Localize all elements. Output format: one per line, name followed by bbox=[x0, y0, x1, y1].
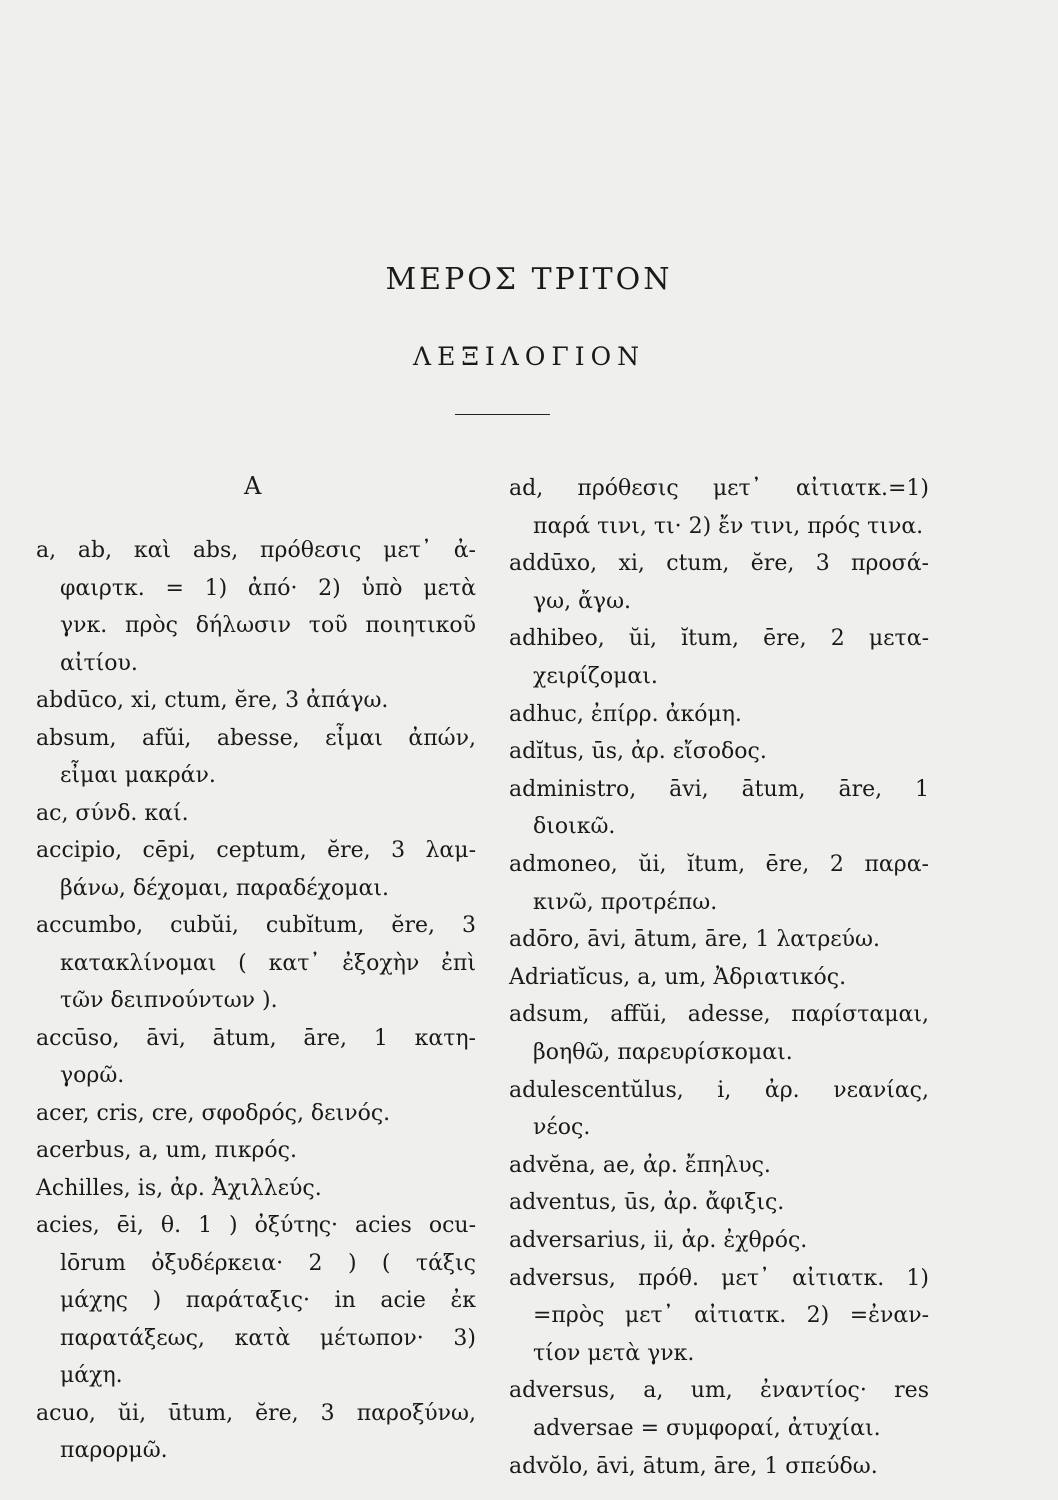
entry-headword-line: adversarius, ii, ἀρ. ἐχθρός. bbox=[509, 1228, 808, 1253]
dictionary-entry bbox=[36, 1395, 476, 1470]
entry-continuation-line: αἰτίου. bbox=[60, 650, 138, 676]
dictionary-entry bbox=[509, 1072, 929, 1147]
entry-continuation-line: γορῶ. bbox=[60, 1063, 125, 1088]
entry-continuation-line: νέος. bbox=[533, 1115, 591, 1141]
title-divider bbox=[455, 414, 550, 415]
entry-headword-line: administro, āvi, ātum, āre, 1 bbox=[509, 776, 929, 802]
dictionary-entry bbox=[509, 1222, 929, 1260]
entry-continuation-line: βοηθῶ, παρευρίσκομαι. bbox=[533, 1039, 793, 1065]
dictionary-entry bbox=[36, 795, 476, 833]
entry-headword-line: ac, σύνδ. καί. bbox=[36, 800, 189, 826]
dictionary-entry bbox=[509, 1184, 929, 1222]
entry-continuation-line: διοικῶ. bbox=[533, 814, 616, 840]
section-letter: A bbox=[244, 472, 262, 500]
entry-headword-line: acer, cris, cre, σφοδρός, δεινός. bbox=[36, 1100, 391, 1126]
entry-continuation-line: γω, ἄγω. bbox=[533, 588, 632, 614]
dictionary-entry bbox=[36, 1020, 476, 1095]
entry-headword-line: acuo, ŭi, ūtum, ĕre, 3 παροξύνω, bbox=[36, 1400, 476, 1426]
dictionary-entry bbox=[36, 682, 476, 720]
entry-continuation-line: βάνω, δέχομαι, παραδέχομαι. bbox=[60, 875, 389, 901]
dictionary-entry bbox=[36, 1095, 476, 1133]
entry-headword-line: advŏlo, āvi, ātum, āre, 1 σπεύδω. bbox=[509, 1453, 878, 1479]
entry-continuation-line: παρορμῶ. bbox=[60, 1438, 168, 1463]
dictionary-entry bbox=[36, 832, 476, 907]
part-title: ΜΕΡΟΣ ΤΡΙΤΟΝ bbox=[385, 262, 673, 297]
dictionary-entry bbox=[509, 771, 929, 846]
dictionary-entry bbox=[36, 720, 476, 795]
entry-continuation-line: μάχης ) παράταξις· in acie ἐκ bbox=[60, 1288, 476, 1313]
dictionary-entry bbox=[509, 1372, 929, 1447]
entry-headword-line: accūso, āvi, ātum, āre, 1 κατη- bbox=[36, 1025, 476, 1051]
dictionary-entry bbox=[509, 959, 929, 997]
entry-headword-line: adōro, āvi, ātum, āre, 1 λατρεύω. bbox=[509, 927, 880, 953]
entry-headword-line: admoneo, ŭi, ĭtum, ēre, 2 παρα- bbox=[509, 852, 929, 877]
entry-continuation-line: παρατάξεως, κατὰ μέτωπον· 3) bbox=[60, 1325, 476, 1351]
entry-headword-line: adversus, a, um, ἐναντίος· res bbox=[509, 1378, 929, 1404]
dictionary-entry bbox=[36, 1132, 476, 1170]
dictionary-entry bbox=[509, 921, 929, 959]
entry-continuation-line: κατακλίνομαι ( κατ᾽ ἐξοχὴν ἐπὶ bbox=[60, 950, 476, 976]
entry-headword-line: accumbo, cubŭi, cubĭtum, ĕre, 3 bbox=[36, 913, 476, 938]
dictionary-entry bbox=[36, 907, 476, 1020]
entry-continuation-line: φαιρτκ. = 1) ἀπό· 2) ὑπὸ μετὰ bbox=[60, 575, 476, 601]
entry-headword-line: a, ab, καὶ abs, πρόθεσις μετ᾽ ἀ- bbox=[36, 538, 476, 563]
entry-headword-line: adulescentŭlus, i, ἀρ. νεανίας, bbox=[509, 1077, 929, 1103]
dictionary-entry bbox=[36, 532, 476, 682]
entry-continuation-line: εἶμαι μακράν. bbox=[60, 763, 216, 788]
entry-headword-line: adversus, πρόθ. μετ᾽ αἰτιατκ. 1) bbox=[509, 1265, 929, 1291]
entry-headword-line: absum, afŭi, abesse, εἶμαι ἀπών, bbox=[36, 725, 476, 751]
dictionary-entry bbox=[36, 1207, 476, 1395]
entry-headword-line: adhuc, ἐπίρρ. ἀκόμη. bbox=[509, 701, 742, 727]
dictionary-entry bbox=[509, 470, 929, 545]
entry-continuation-line: lōrum ὀξυδέρκεια· 2 ) ( τάξις bbox=[60, 1250, 476, 1276]
entry-continuation-line: adversae = συμφοραί, ἀτυχίαι. bbox=[533, 1415, 881, 1441]
dictionary-entry bbox=[509, 733, 929, 771]
entry-headword-line: advĕna, ae, ἀρ. ἔπηλυς. bbox=[509, 1152, 771, 1178]
entry-continuation-line: κινῶ, προτρέπω. bbox=[533, 889, 718, 915]
entry-continuation-line: παρά τινι, τι· 2) ἔν τινι, πρός τινα. bbox=[533, 513, 924, 539]
entry-headword-line: adĭtus, ūs, ἀρ. εἴσοδος. bbox=[509, 739, 767, 765]
entry-headword-line: abdūco, xi, ctum, ĕre, 3 ἀπάγω. bbox=[36, 688, 389, 713]
entry-headword-line: ad, πρόθεσις μετ᾽ αἰτιατκ.=1) bbox=[509, 476, 929, 501]
entry-headword-line: addūxo, xi, ctum, ĕre, 3 προσά- bbox=[509, 551, 929, 577]
entry-continuation-line: =πρὸς μετ᾽ αἰτιατκ. 2) =ἐναν- bbox=[533, 1303, 929, 1329]
entry-headword-line: adsum, affŭi, adesse, παρίσταμαι, bbox=[509, 1002, 929, 1028]
entry-headword-line: adhibeo, ŭi, ĭtum, ēre, 2 μετα- bbox=[509, 626, 929, 652]
dictionary-entry bbox=[509, 996, 929, 1071]
entry-continuation-line: χειρίζομαι. bbox=[533, 663, 658, 689]
entry-headword-line: acies, ēi, θ. 1 ) ὀξύτης· acies ocu- bbox=[36, 1213, 476, 1238]
lexicon-title: ΛΕΞΙΛΟΓΙΟΝ bbox=[413, 342, 645, 371]
dictionary-entry bbox=[36, 1170, 476, 1208]
entry-headword-line: accipio, cēpi, ceptum, ĕre, 3 λαμ- bbox=[36, 838, 476, 863]
dictionary-entry bbox=[509, 1147, 929, 1185]
entry-continuation-line: μάχη. bbox=[60, 1363, 123, 1388]
dictionary-entry bbox=[509, 1260, 929, 1373]
entry-headword-line: acerbus, a, um, πικρός. bbox=[36, 1138, 297, 1163]
entry-continuation-line: γνκ. πρὸς δήλωσιν τοῦ ποιητικοῦ bbox=[60, 613, 476, 638]
entry-continuation-line: τῶν δειπνούντων ). bbox=[60, 988, 278, 1013]
entry-headword-line: adventus, ūs, ἀρ. ἄφιξις. bbox=[509, 1190, 785, 1216]
dictionary-entry bbox=[509, 620, 929, 695]
dictionary-entry bbox=[509, 846, 929, 921]
dictionary-entry bbox=[509, 545, 929, 620]
dictionary-entry bbox=[509, 696, 929, 734]
dictionary-entry bbox=[509, 1448, 929, 1486]
entry-headword-line: Achilles, is, ἀρ. Ἀχιλλεύς. bbox=[36, 1175, 322, 1201]
entry-continuation-line: τίον μετὰ γνκ. bbox=[533, 1340, 695, 1366]
entry-headword-line: Adriatĭcus, a, um, Ἀδριατικός. bbox=[509, 964, 847, 990]
